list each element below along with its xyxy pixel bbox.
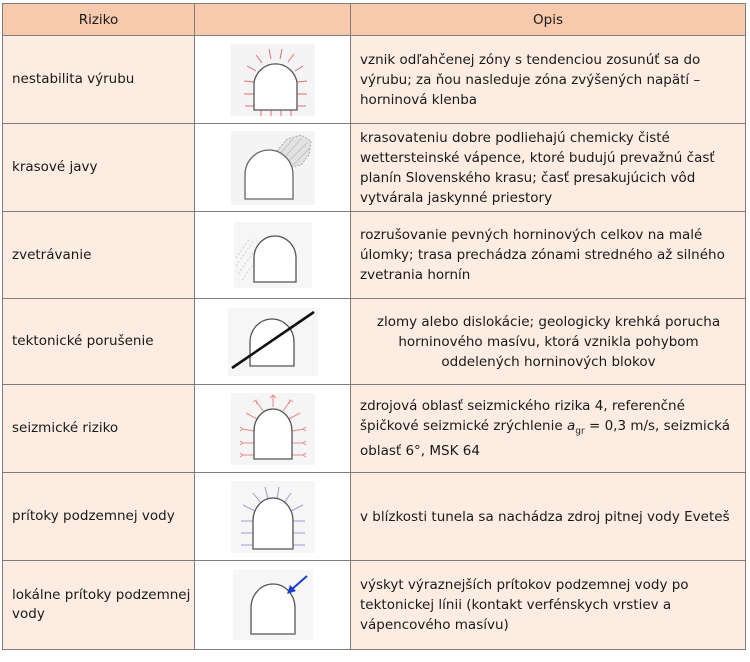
risk-name: lokálne prítoky podzemnej vody bbox=[3, 561, 195, 650]
header-riziko: Riziko bbox=[3, 4, 195, 36]
table-header-row bbox=[3, 4, 746, 36]
risk-diagram-cell bbox=[195, 385, 351, 473]
risk-name: krasové javy bbox=[3, 124, 195, 212]
risk-name: prítoky podzemnej vody bbox=[3, 473, 195, 561]
risk-description: výskyt výraznejších prítokov podzemnej vody po tektonickej línii (kontakt verfénskych vrstiev a vápencového masívu) bbox=[351, 561, 746, 650]
tunnel-fault-line-icon bbox=[228, 308, 318, 376]
header-opis: Opis bbox=[351, 4, 746, 36]
seismic-text-before: zdrojová oblasť seizmického rizika 4, referenčné špičkové seizmické zrýchlenie bbox=[360, 397, 685, 434]
risk-name: nestabilita výrubu bbox=[3, 36, 195, 124]
risk-diagram-cell bbox=[195, 124, 351, 212]
tunnel-radial-stress-icon bbox=[231, 44, 315, 116]
table-row bbox=[3, 124, 746, 212]
tunnel-local-inflow-icon bbox=[233, 570, 313, 640]
tunnel-seismic-icon bbox=[231, 393, 315, 465]
tunnel-karst-cavity-icon bbox=[231, 131, 315, 205]
tunnel-water-inflow-icon bbox=[231, 481, 315, 553]
risk-name: seizmické riziko bbox=[3, 385, 195, 473]
risk-description: vznik odľahčenej zóny s tendenciou zosunúť sa do výrubu; za ňou nasleduje zóna zvýšených napätí – horninová klenba bbox=[351, 36, 746, 124]
table-row bbox=[3, 473, 746, 561]
seismic-text-after: = 0,3 m/s, seizmická oblasť 6°, MSK 64 bbox=[360, 417, 730, 460]
risk-diagram-cell bbox=[195, 36, 351, 124]
risk-diagram-cell bbox=[195, 212, 351, 299]
risk-name: zvetrávanie bbox=[3, 212, 195, 299]
table-row bbox=[3, 212, 746, 299]
risk-diagram-cell bbox=[195, 561, 351, 650]
table-row bbox=[3, 561, 746, 650]
risk-description: krasovateniu dobre podliehajú chemicky čisté wettersteinské vápence, ktoré budujú prevažnú časť planín Slovenského krasu; časť presakujúcich vôd vytvárala jaskynné priestory bbox=[351, 124, 746, 212]
risk-description: rozrušovanie pevných horninových celkov na malé úlomky; trasa prechádza zónami stredného až silného zvetrania hornín bbox=[351, 212, 746, 299]
risk-description bbox=[351, 385, 746, 473]
table-row bbox=[3, 385, 746, 473]
risk-diagram-cell bbox=[195, 473, 351, 561]
seismic-subscript: gr bbox=[575, 426, 585, 437]
table-row bbox=[3, 36, 746, 124]
risk-description: v blízkosti tunela sa nachádza zdroj pitnej vody Eveteš bbox=[351, 473, 746, 561]
header-diagram bbox=[195, 4, 351, 36]
seismic-variable: a bbox=[566, 417, 576, 434]
risk-name: tektonické porušenie bbox=[3, 299, 195, 385]
risk-diagram-cell bbox=[195, 299, 351, 385]
table-row bbox=[3, 299, 746, 385]
tunnel-weathering-icon bbox=[234, 222, 312, 288]
risk-description: zlomy alebo dislokácie; geologicky krehká porucha horninového masívu, ktorá vznikla pohybom oddelených horninových blokov bbox=[351, 299, 746, 385]
risk-table bbox=[2, 3, 746, 650]
